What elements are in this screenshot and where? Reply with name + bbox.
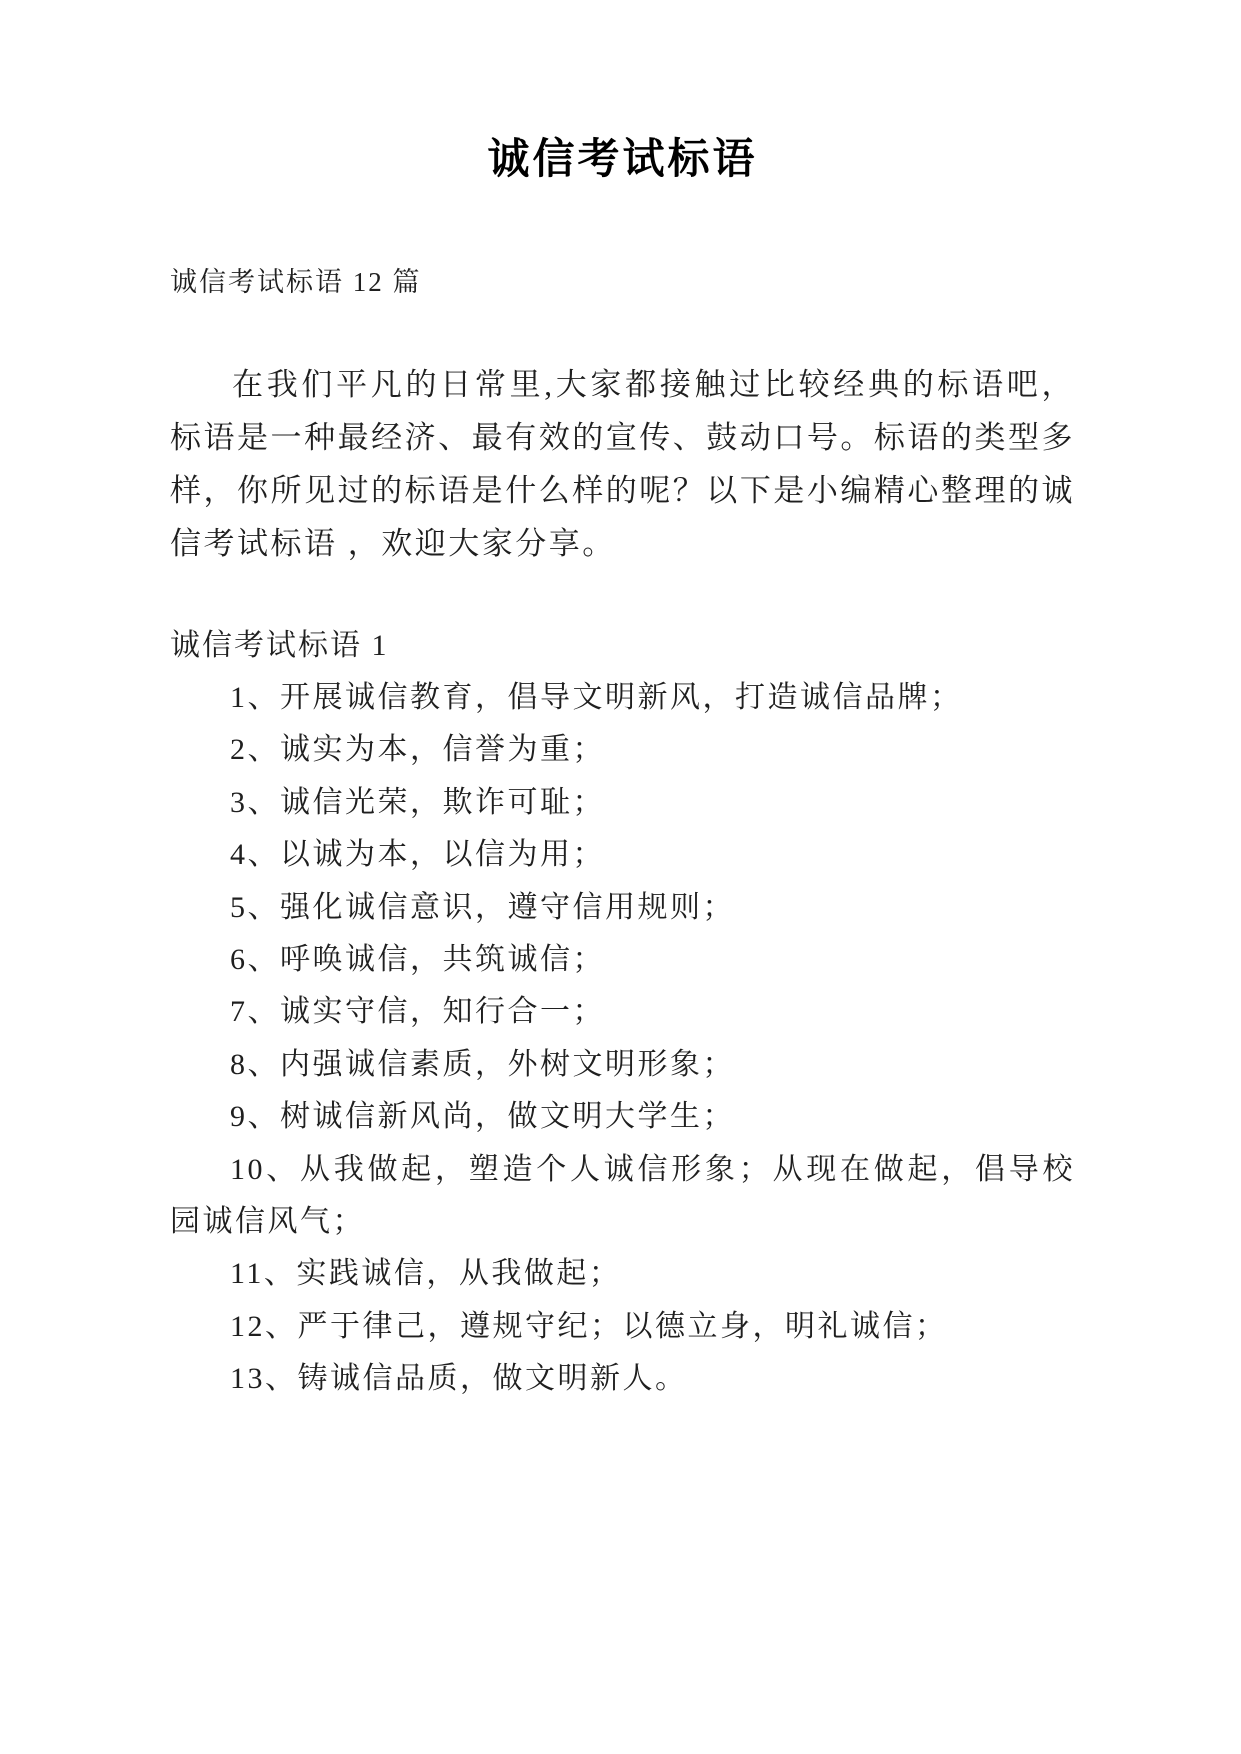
- slogan-list: [170, 672, 1075, 1406]
- slogan-item-7: 7、诚实守信，知行合一；: [230, 995, 605, 1029]
- slogan-item-9: 9、树诚信新风尚，做文明大学生；: [230, 1100, 735, 1134]
- document-title: 诚信考试标语: [487, 137, 758, 183]
- slogan-item-1: 1、开展诚信教育，倡导文明新风，打造诚信品牌；: [230, 681, 963, 714]
- document-subtitle: 诚信考试标语 12 篇: [170, 267, 422, 297]
- slogan-item-12: 12、严于律己，遵规守纪；以德立身，明礼诚信；: [230, 1309, 948, 1343]
- slogan-item-13: 13、铸诚信品质，做文明新人。: [230, 1362, 688, 1396]
- slogan-item-2: 2、诚实为本，信誉为重；: [230, 733, 605, 767]
- section-heading: 诚信考试标语 1: [170, 629, 389, 662]
- slogan-item-10: 10、从我做起，塑造个人诚信形象；从现在做起，倡导校园诚信风气；: [170, 1152, 1075, 1239]
- slogan-item-5: 5、强化诚信意识，遵守信用规则；: [230, 890, 735, 924]
- slogan-item-6: 6、呼唤诚信，共筑诚信；: [230, 943, 605, 977]
- slogan-item-4: 4、以诚为本，以信为用；: [230, 838, 605, 872]
- slogan-item-11: 11、实践诚信，从我做起；: [230, 1257, 622, 1291]
- slogan-item-8: 8、内强诚信素质，外树文明形象；: [230, 1047, 735, 1081]
- intro-paragraph: 在我们平凡的日常里,大家都接触过比较经典的标语吧，标语是一种最经济、最有效的宣传、鼓动口号。标语的类型多样，你所见过的标语是什么样的呢？以下是小编精心整理的诚信考试标语 ，欢迎大家分享。: [170, 367, 1075, 561]
- slogan-item-3: 3、诚信光荣，欺诈可耻；: [230, 785, 605, 819]
